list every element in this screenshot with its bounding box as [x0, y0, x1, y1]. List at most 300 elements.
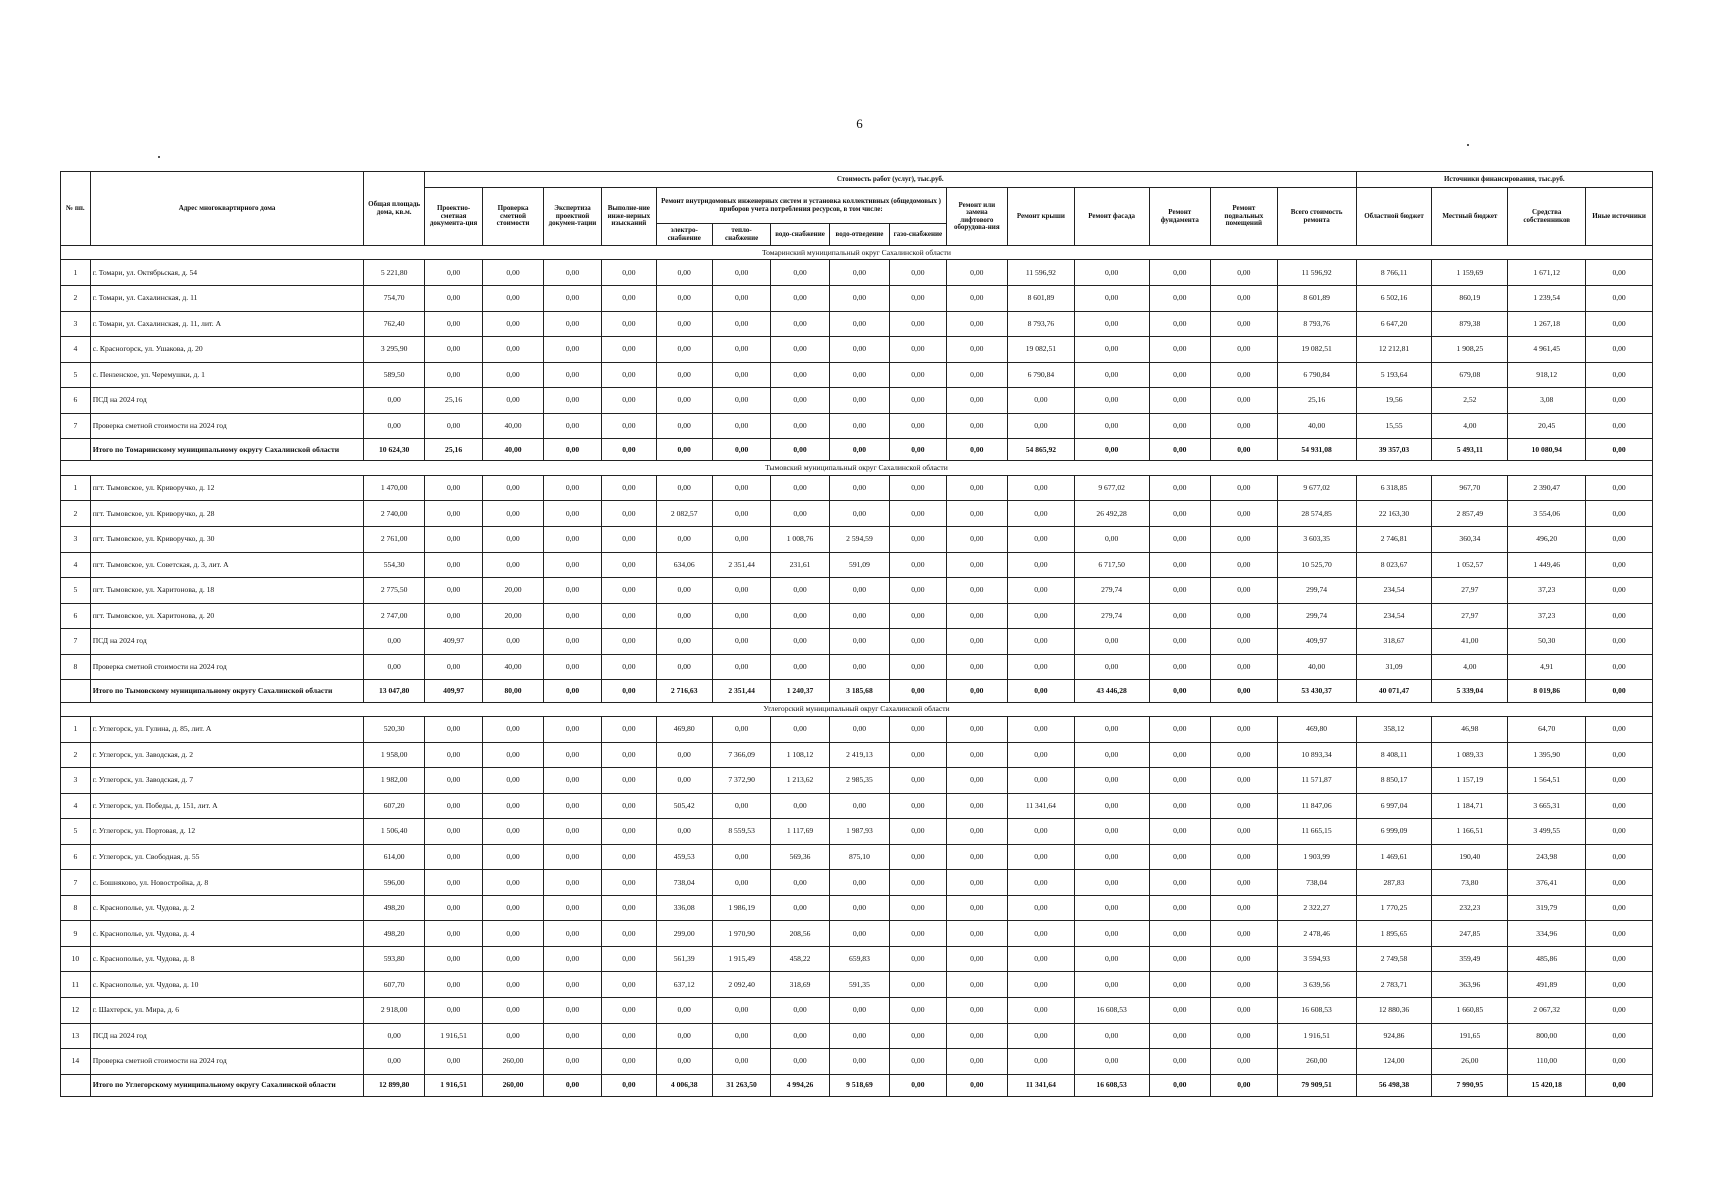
cell-value: 0,00	[1586, 742, 1653, 768]
cell-value: 0,00	[1586, 311, 1653, 337]
cell-value: 2 985,35	[829, 768, 889, 794]
cell-value: 247,85	[1432, 921, 1508, 947]
col-gas: газо-снабжение	[890, 224, 946, 246]
cell-value: 0,00	[771, 337, 829, 363]
cell-value: 0,00	[543, 742, 601, 768]
cell-value: 0,00	[1149, 388, 1211, 414]
row-address: Проверка сметной стоимости на 2024 год	[90, 654, 364, 680]
cell-value: 0,00	[483, 819, 543, 845]
cell-value: 1 166,51	[1432, 819, 1508, 845]
cell-value: 0,00	[1211, 1049, 1278, 1075]
cell-value: 0,00	[1008, 946, 1075, 972]
cell-value: 4 961,45	[1508, 337, 1586, 363]
cell-value: 0,00	[1149, 475, 1211, 501]
cell-value: 1 915,49	[712, 946, 770, 972]
sources-group-header: Источники финансирования, тыс.руб.	[1356, 172, 1652, 188]
cell-value: 0,00	[890, 1049, 946, 1075]
cell-value: 19,56	[1356, 388, 1432, 414]
cell-value: 208,56	[771, 921, 829, 947]
cell-value: 2 747,00	[364, 603, 424, 629]
total-value: 0,00	[890, 1074, 946, 1096]
cell-value: 0,00	[1074, 921, 1149, 947]
table-row	[61, 285, 1653, 311]
row-address: г. Углегорск, ул. Победы, д. 151, лит. А	[90, 793, 364, 819]
cell-value: 0,00	[1211, 793, 1278, 819]
cell-value: 2 783,71	[1356, 972, 1432, 998]
row-number: 3	[61, 768, 91, 794]
cell-value: 0,00	[1586, 793, 1653, 819]
cell-value: 0,00	[890, 603, 946, 629]
total-value: 0,00	[543, 1074, 601, 1096]
cell-value: 0,00	[1586, 413, 1653, 439]
cell-value: 0,00	[946, 716, 1008, 742]
cell-value: 1 267,18	[1508, 311, 1586, 337]
cell-value: 0,00	[1586, 578, 1653, 604]
total-value: 0,00	[656, 439, 712, 461]
cell-value: 498,20	[364, 921, 424, 947]
cell-value: 2 092,40	[712, 972, 770, 998]
cell-value: 8 559,53	[712, 819, 770, 845]
cell-value: 0,00	[1008, 819, 1075, 845]
cell-value: 1 564,51	[1508, 768, 1586, 794]
cell-value: 0,00	[946, 1023, 1008, 1049]
cell-value: 0,00	[946, 768, 1008, 794]
cell-value: 0,00	[483, 844, 543, 870]
table-row	[61, 337, 1653, 363]
cell-value: 0,00	[829, 921, 889, 947]
cell-value: 0,00	[890, 337, 946, 363]
cell-value: 0,00	[483, 870, 543, 896]
cell-value: 40,00	[483, 413, 543, 439]
cell-value: 0,00	[656, 1023, 712, 1049]
cell-value: 0,00	[890, 654, 946, 680]
cell-value: 1 157,19	[1432, 768, 1508, 794]
cell-value: 0,00	[829, 1049, 889, 1075]
total-value: 0,00	[1149, 680, 1211, 702]
cell-value: 0,00	[1211, 527, 1278, 553]
cell-value: 0,00	[946, 946, 1008, 972]
cell-value: 0,00	[656, 475, 712, 501]
total-value: 0,00	[543, 680, 601, 702]
cell-value: 1 159,69	[1432, 260, 1508, 286]
cell-value: 0,00	[712, 997, 770, 1023]
cell-value: 0,00	[712, 311, 770, 337]
cell-value: 0,00	[602, 895, 656, 921]
cell-value: 0,00	[1149, 742, 1211, 768]
total-value: 7 990,95	[1432, 1074, 1508, 1096]
total-value: 39 357,03	[1356, 439, 1432, 461]
cell-value: 1 449,46	[1508, 552, 1586, 578]
cell-value: 1 117,69	[771, 819, 829, 845]
cell-value: 0,00	[771, 260, 829, 286]
cell-value: 3,08	[1508, 388, 1586, 414]
cell-value: 1 987,93	[829, 819, 889, 845]
cell-value: 0,00	[602, 742, 656, 768]
cell-value: 0,00	[364, 1049, 424, 1075]
cell-value: 0,00	[946, 654, 1008, 680]
cell-value: 358,12	[1356, 716, 1432, 742]
cell-value: 607,70	[364, 972, 424, 998]
row-address: пгт. Тымовское, ул. Харитонова, д. 18	[90, 578, 364, 604]
cell-value: 0,00	[1008, 654, 1075, 680]
cell-value: 0,00	[712, 716, 770, 742]
cell-value: 0,00	[771, 870, 829, 896]
cell-value: 0,00	[543, 629, 601, 655]
row-number: 8	[61, 895, 91, 921]
cell-value: 0,00	[1586, 716, 1653, 742]
cell-value: 0,00	[1586, 475, 1653, 501]
table-row	[61, 921, 1653, 947]
cell-value: 0,00	[1211, 388, 1278, 414]
cell-value: 1 239,54	[1508, 285, 1586, 311]
cell-value: 0,00	[946, 793, 1008, 819]
cell-value: 0,00	[1211, 285, 1278, 311]
total-value: 10 624,30	[364, 439, 424, 461]
cell-value: 0,00	[829, 997, 889, 1023]
cell-value: 0,00	[424, 870, 482, 896]
cell-value: 0,00	[1149, 895, 1211, 921]
cell-value: 800,00	[1508, 1023, 1586, 1049]
cell-value: 0,00	[1586, 260, 1653, 286]
cell-value: 0,00	[424, 819, 482, 845]
cell-value: 0,00	[1211, 844, 1278, 870]
cell-value: 299,00	[656, 921, 712, 947]
cell-value: 0,00	[1074, 527, 1149, 553]
total-value: 0,00	[1586, 1074, 1653, 1096]
cell-value: 0,00	[771, 578, 829, 604]
total-value: 16 608,53	[1074, 1074, 1149, 1096]
cell-value: 0,00	[1586, 552, 1653, 578]
section-total-row	[61, 1074, 1653, 1096]
cell-value: 25,16	[424, 388, 482, 414]
cell-value: 1 671,12	[1508, 260, 1586, 286]
cell-value: 0,00	[829, 870, 889, 896]
cell-value: 0,00	[1008, 1023, 1075, 1049]
table-row	[61, 793, 1653, 819]
cell-value: 0,00	[543, 388, 601, 414]
cell-value: 3 639,56	[1277, 972, 1356, 998]
table-row	[61, 870, 1653, 896]
cell-value: 0,00	[543, 819, 601, 845]
cell-value: 0,00	[1211, 311, 1278, 337]
cell-value: 260,00	[1277, 1049, 1356, 1075]
cell-value: 0,00	[946, 972, 1008, 998]
row-address: г. Шахтерск, ул. Мира, д. 6	[90, 997, 364, 1023]
cell-value: 11 571,87	[1277, 768, 1356, 794]
cell-value: 491,89	[1508, 972, 1586, 998]
cell-value: 0,00	[712, 1049, 770, 1075]
cell-value: 50,30	[1508, 629, 1586, 655]
cell-value: 0,00	[1074, 716, 1149, 742]
cell-value: 232,23	[1432, 895, 1508, 921]
total-value: 0,00	[1149, 439, 1211, 461]
cell-value: 0,00	[1149, 997, 1211, 1023]
cell-value: 3 594,93	[1277, 946, 1356, 972]
cell-value: 0,00	[1008, 716, 1075, 742]
total-value: 0,00	[712, 439, 770, 461]
cell-value: 0,00	[1586, 870, 1653, 896]
cell-value: 0,00	[543, 844, 601, 870]
cell-value: 0,00	[1074, 972, 1149, 998]
cell-value: 0,00	[712, 413, 770, 439]
cell-value: 31,09	[1356, 654, 1432, 680]
table-row	[61, 895, 1653, 921]
cell-value: 0,00	[543, 870, 601, 896]
cell-value: 0,00	[602, 629, 656, 655]
cell-value: 0,00	[890, 895, 946, 921]
cell-value: 6 999,09	[1356, 819, 1432, 845]
row-address: г. Углегорск, ул. Заводская, д. 2	[90, 742, 364, 768]
cell-value: 0,00	[712, 527, 770, 553]
cell-value: 1 908,25	[1432, 337, 1508, 363]
cell-value: 26,00	[1432, 1049, 1508, 1075]
cell-value: 0,00	[1211, 742, 1278, 768]
cell-value: 1 903,99	[1277, 844, 1356, 870]
cell-value: 0,00	[829, 475, 889, 501]
cell-value: 0,00	[771, 311, 829, 337]
row-address: с. Бошняково, ул. Новостройка, д. 8	[90, 870, 364, 896]
cell-value: 4,00	[1432, 654, 1508, 680]
total-value: 15 420,18	[1508, 1074, 1586, 1096]
cell-value: 260,00	[483, 1049, 543, 1075]
cell-value: 591,35	[829, 972, 889, 998]
row-number: 3	[61, 311, 91, 337]
total-value: 2 351,44	[712, 680, 770, 702]
cell-value: 0,00	[829, 578, 889, 604]
table-header	[61, 172, 1653, 246]
cell-value: 458,22	[771, 946, 829, 972]
cell-value: 0,00	[602, 527, 656, 553]
cell-value: 1 052,57	[1432, 552, 1508, 578]
cell-value: 2 749,58	[1356, 946, 1432, 972]
cell-value: 0,00	[483, 895, 543, 921]
cell-value: 0,00	[1074, 629, 1149, 655]
cell-value: 11 665,15	[1277, 819, 1356, 845]
cell-value: 359,49	[1432, 946, 1508, 972]
cell-value: 0,00	[656, 527, 712, 553]
cell-value: 0,00	[602, 716, 656, 742]
cell-value: 0,00	[1586, 946, 1653, 972]
cell-value: 0,00	[829, 413, 889, 439]
total-value: 53 430,37	[1277, 680, 1356, 702]
cell-value: 0,00	[424, 972, 482, 998]
cell-value: 593,80	[364, 946, 424, 972]
cell-value: 0,00	[1586, 654, 1653, 680]
cell-value: 0,00	[602, 1023, 656, 1049]
cell-value: 0,00	[1074, 819, 1149, 845]
cell-value: 1 008,76	[771, 527, 829, 553]
cell-value: 6 790,84	[1008, 362, 1075, 388]
cell-value: 0,00	[424, 768, 482, 794]
col-regional: Областной бюджет	[1356, 188, 1432, 246]
total-value: 0,00	[1211, 1074, 1278, 1096]
cell-value: 0,00	[890, 629, 946, 655]
cell-value: 3 554,06	[1508, 501, 1586, 527]
cell-value: 0,00	[946, 870, 1008, 896]
col-estimate-check: Проверка сметной стоимости	[483, 188, 543, 246]
cell-value: 879,38	[1432, 311, 1508, 337]
cell-value: 0,00	[890, 921, 946, 947]
cell-value: 0,00	[543, 362, 601, 388]
table-row	[61, 501, 1653, 527]
cell-value: 0,00	[543, 413, 601, 439]
cell-value: 0,00	[1008, 552, 1075, 578]
cell-value: 3 603,35	[1277, 527, 1356, 553]
cell-value: 0,00	[771, 997, 829, 1023]
cell-value: 40,00	[1277, 413, 1356, 439]
cell-value: 505,42	[656, 793, 712, 819]
col-elevator: Ремонт или замена лифтового оборудова-ния	[946, 188, 1008, 246]
col-basement: Ремонт подвальных помещений	[1211, 188, 1278, 246]
cell-value: 0,00	[1149, 972, 1211, 998]
cell-value: 0,00	[1586, 1023, 1653, 1049]
cell-value: 4,91	[1508, 654, 1586, 680]
table-row	[61, 768, 1653, 794]
cell-value: 6 717,50	[1074, 552, 1149, 578]
total-value: 43 446,28	[1074, 680, 1149, 702]
cell-value: 6 997,04	[1356, 793, 1432, 819]
cell-value: 64,70	[1508, 716, 1586, 742]
cell-value: 0,00	[890, 1023, 946, 1049]
cell-value: 0,00	[829, 603, 889, 629]
row-address: Проверка сметной стоимости на 2024 год	[90, 413, 364, 439]
row-address: г. Углегорск, ул. Свободная, д. 55	[90, 844, 364, 870]
cell-value: 1 970,90	[712, 921, 770, 947]
total-value: 4 006,38	[656, 1074, 712, 1096]
cell-value: 0,00	[890, 972, 946, 998]
row-number: 7	[61, 413, 91, 439]
cell-value: 0,00	[1149, 946, 1211, 972]
cell-value: 0,00	[602, 552, 656, 578]
cell-value: 3 295,90	[364, 337, 424, 363]
cell-value: 0,00	[890, 260, 946, 286]
row-address: г. Томари, ул. Октябрьская, д. 54	[90, 260, 364, 286]
cell-value: 0,00	[424, 716, 482, 742]
cell-value: 0,00	[602, 946, 656, 972]
cell-value: 0,00	[1149, 819, 1211, 845]
cell-value: 0,00	[1074, 654, 1149, 680]
total-value: 1 916,51	[424, 1074, 482, 1096]
row-number: 13	[61, 1023, 91, 1049]
cell-value: 37,23	[1508, 578, 1586, 604]
cell-value: 0,00	[771, 388, 829, 414]
cell-value: 2 067,32	[1508, 997, 1586, 1023]
cell-value: 0,00	[602, 311, 656, 337]
cell-value: 2 478,46	[1277, 921, 1356, 947]
cell-value: 0,00	[946, 260, 1008, 286]
cell-value: 0,00	[1211, 578, 1278, 604]
cell-value: 0,00	[829, 260, 889, 286]
cell-value: 0,00	[543, 552, 601, 578]
cell-value: 0,00	[602, 285, 656, 311]
cell-value: 409,97	[424, 629, 482, 655]
table-row	[61, 844, 1653, 870]
cell-value: 0,00	[656, 654, 712, 680]
cell-value: 0,00	[424, 946, 482, 972]
row-number: 2	[61, 285, 91, 311]
cell-value: 0,00	[771, 1023, 829, 1049]
cell-value: 0,00	[1008, 501, 1075, 527]
cell-value: 0,00	[829, 501, 889, 527]
cell-value: 28 574,85	[1277, 501, 1356, 527]
table-row	[61, 742, 1653, 768]
cell-value: 0,00	[712, 793, 770, 819]
cell-value: 2 351,44	[712, 552, 770, 578]
cell-value: 234,54	[1356, 603, 1432, 629]
cell-value: 0,00	[424, 552, 482, 578]
row-number: 7	[61, 629, 91, 655]
cell-value: 0,00	[1211, 475, 1278, 501]
cell-value: 0,00	[1211, 946, 1278, 972]
cell-value: 0,00	[946, 844, 1008, 870]
cell-value: 0,00	[946, 578, 1008, 604]
cell-value: 0,00	[771, 716, 829, 742]
cell-value: 0,00	[1149, 1049, 1211, 1075]
table-row	[61, 260, 1653, 286]
row-address: пгт. Тымовское, ул. Криворучко, д. 28	[90, 501, 364, 527]
repair-cost-table	[60, 171, 1653, 1097]
cell-value: 0,00	[1149, 311, 1211, 337]
row-number: 8	[61, 654, 91, 680]
cell-value: 0,00	[1586, 844, 1653, 870]
cell-value: 8 601,89	[1008, 285, 1075, 311]
cell-value: 336,08	[656, 895, 712, 921]
row-address: с. Краснополье, ул. Чудова, д. 2	[90, 895, 364, 921]
cell-value: 0,00	[771, 895, 829, 921]
cell-value: 0,00	[483, 921, 543, 947]
cell-value: 20,00	[483, 578, 543, 604]
col-total: Всего стоимость ремонта	[1277, 188, 1356, 246]
cell-value: 0,00	[424, 337, 482, 363]
cell-value: 0,00	[424, 260, 482, 286]
cell-value: 0,00	[1074, 946, 1149, 972]
cell-value: 16 608,53	[1277, 997, 1356, 1023]
total-value: 0,00	[946, 680, 1008, 702]
cell-value: 0,00	[602, 870, 656, 896]
cell-value: 2 857,49	[1432, 501, 1508, 527]
cell-value: 0,00	[1149, 527, 1211, 553]
cell-value: 1 982,00	[364, 768, 424, 794]
cell-value: 0,00	[1149, 793, 1211, 819]
cell-value: 0,00	[656, 260, 712, 286]
cell-value: 6 318,85	[1356, 475, 1432, 501]
cell-value: 0,00	[712, 362, 770, 388]
cell-value: 0,00	[364, 1023, 424, 1049]
cell-value: 469,80	[1277, 716, 1356, 742]
cell-value: 591,09	[829, 552, 889, 578]
cell-value: 0,00	[424, 362, 482, 388]
cell-value: 0,00	[890, 768, 946, 794]
cell-value: 0,00	[1074, 413, 1149, 439]
cell-value: 0,00	[1586, 895, 1653, 921]
cell-value: 0,00	[1586, 285, 1653, 311]
cell-value: 363,96	[1432, 972, 1508, 998]
total-value: 54 865,92	[1008, 439, 1075, 461]
cell-value: 0,00	[543, 475, 601, 501]
cell-value: 0,00	[602, 501, 656, 527]
cell-value: 0,00	[543, 603, 601, 629]
cell-value: 0,00	[483, 362, 543, 388]
cell-value: 0,00	[1149, 870, 1211, 896]
cell-value: 2 594,59	[829, 527, 889, 553]
cell-value: 0,00	[364, 388, 424, 414]
section-header-row	[61, 702, 1653, 716]
row-number: 1	[61, 260, 91, 286]
cell-value: 0,00	[1586, 337, 1653, 363]
cell-value: 0,00	[602, 819, 656, 845]
cell-value: 1 184,71	[1432, 793, 1508, 819]
cell-value: 318,69	[771, 972, 829, 998]
